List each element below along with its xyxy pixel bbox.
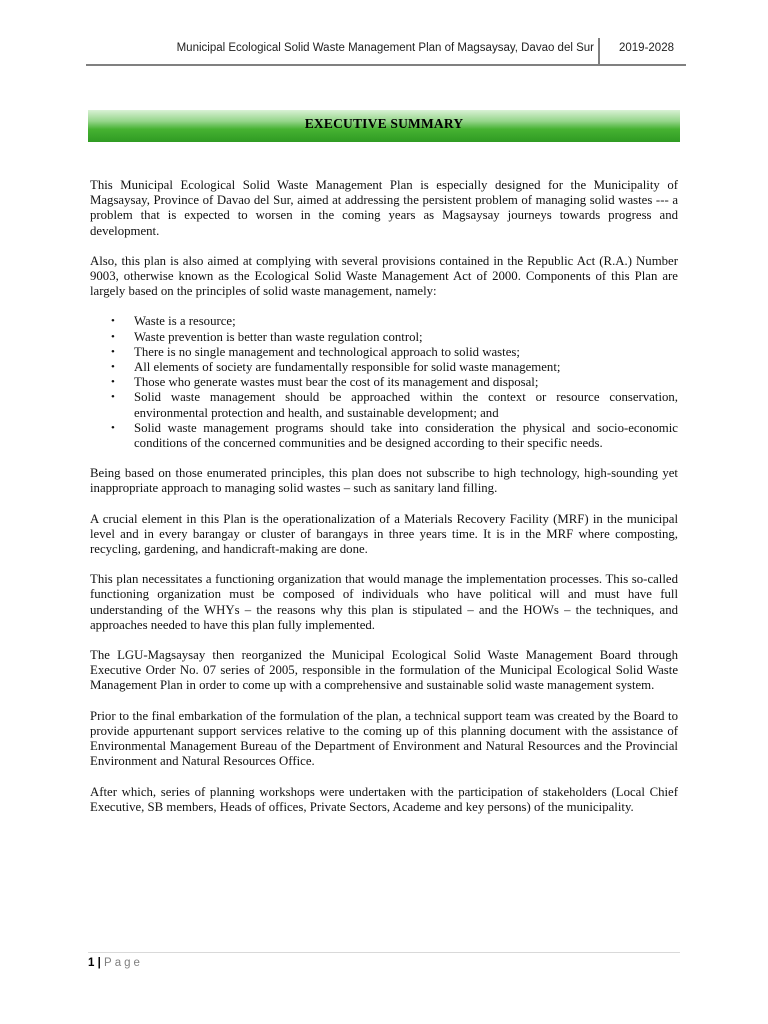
header-separator: [598, 38, 600, 64]
bullet-icon: •: [111, 421, 115, 434]
page-footer: [88, 952, 680, 969]
page-label: Page: [104, 957, 143, 969]
section-banner: [88, 110, 680, 142]
footer-separator: |: [97, 957, 101, 969]
list-item-text: All elements of society are fundamentally responsible for solid waste management;: [134, 360, 561, 375]
list-item-text: Waste is a resource;: [134, 314, 236, 329]
bullet-icon: •: [111, 315, 115, 328]
list-item: [90, 390, 678, 420]
header-title: Municipal Ecological Solid Waste Management Plan of Magsaysay, Davao del Sur: [176, 42, 594, 54]
list-item: [90, 314, 678, 329]
list-item: [90, 345, 678, 360]
principles-list: [90, 314, 678, 451]
list-item: [90, 360, 678, 375]
document-body: [90, 178, 678, 830]
paragraph-2: Also, this plan is also aimed at complying with several provisions contained in the Republic Act (R.A.) Number 9003, otherwise known as the Ecological Solid Waste Management Act of 2000. Components of this Plan are largely based on the principles of solid waste management, namely:: [90, 253, 678, 299]
bullet-icon: •: [111, 391, 115, 404]
paragraph-1: This Municipal Ecological Solid Waste Management Plan is especially designed for the Municipality of Magsaysay, Province of Davao del Sur, aimed at addressing the persistent problem of managing solid wastes --- a problem that is expected to worsen in the coming years as Magsaysay journeys towards progress and development.: [90, 178, 678, 238]
list-item-text: Waste prevention is better than waste regulation control;: [134, 329, 423, 344]
bullet-icon: •: [111, 345, 115, 358]
list-item-text: There is no single management and technological approach to solid wastes;: [134, 344, 520, 359]
list-item: [90, 421, 678, 451]
page-header: [86, 38, 686, 66]
paragraph-6: The LGU-Magsaysay then reorganized the Municipal Ecological Solid Waste Management Board through Executive Order No. 07 series of 2005, responsible in the formulation of the Municipal Ecological Solid Waste Management Plan in order to come up with a comprehensive and sustainable solid waste management system.: [90, 648, 678, 693]
paragraph-5: This plan necessitates a functioning organization that would manage the implementation processes. This so-called functioning organization must be composed of individuals who have political will and must have full understanding of the WHYs – the reasons why this plan is stipulated – and the HOWs – the techniques, and approaches needed to have this plan fully implemented.: [90, 572, 678, 632]
paragraph-8: After which, series of planning workshops were undertaken with the participation of stakeholders (Local Chief Executive, SB members, Heads of offices, Private Sectors, Academe and key persons) of the municipality.: [90, 784, 678, 814]
bullet-icon: •: [111, 376, 115, 389]
list-item-text: Solid waste management programs should take into consideration the physical and socio-economic conditions of the concerned communities and be designed according to their specific needs.: [134, 420, 678, 451]
bullet-icon: •: [111, 330, 115, 343]
paragraph-3: Being based on those enumerated principles, this plan does not subscribe to high technology, high-sounding yet inappropriate approach to managing solid wastes – such as sanitary land filling.: [90, 466, 678, 496]
paragraph-4: A crucial element in this Plan is the operationalization of a Materials Recovery Facility (MRF) in the municipal level and in every barangay or cluster of barangays in three years time. It is in the MRF where composting, recycling, gardening, and handicraft-making are done.: [90, 511, 678, 557]
header-years: 2019-2028: [619, 42, 674, 54]
list-item: [90, 330, 678, 345]
section-title: EXECUTIVE SUMMARY: [304, 116, 464, 131]
list-item: [90, 375, 678, 390]
list-item-text: Those who generate wastes must bear the cost of its management and disposal;: [134, 375, 539, 390]
bullet-icon: •: [111, 361, 115, 374]
list-item-text: Solid waste management should be approached within the context or resource conservation, environmental protection and health, and sustainable development; and: [134, 390, 678, 420]
page-number: 1: [88, 957, 95, 969]
paragraph-7: Prior to the final embarkation of the formulation of the plan, a technical support team was created by the Board to provide appurtenant support services relative to the coming up of this planning document with the assistance of Environmental Management Bureau of the Department of Environment and Natural Resources and the Provincial Environment and Natural Resources Office.: [90, 708, 678, 769]
